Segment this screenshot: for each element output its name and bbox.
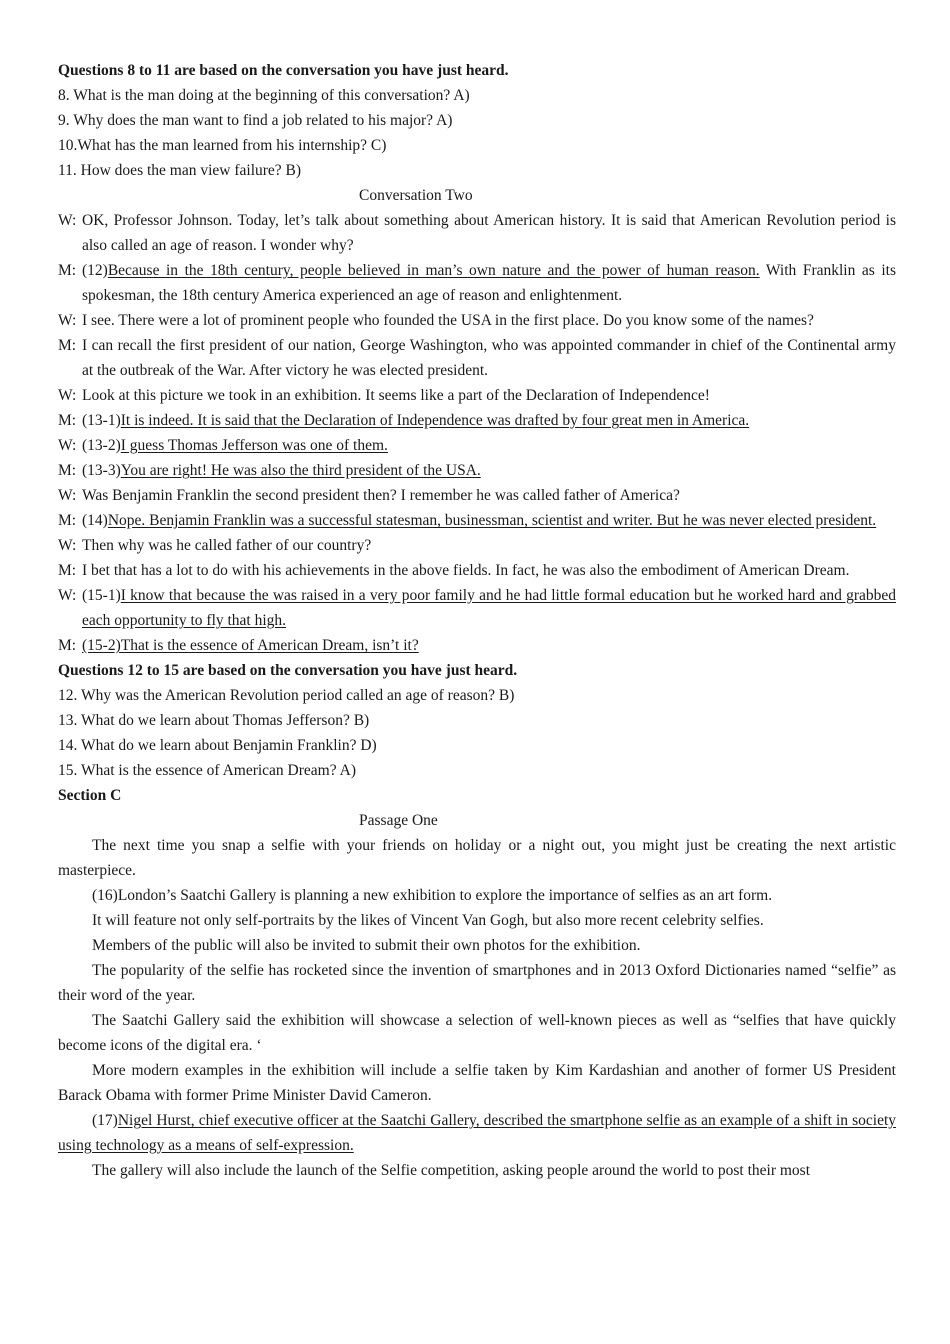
conversation-dialogue <box>58 208 896 658</box>
passage-paragraph <box>58 958 896 1008</box>
speaker-label: M: <box>58 462 77 479</box>
question-15: 15. What is the essence of American Dream? A) <box>58 762 356 779</box>
dialogue-line <box>58 383 896 408</box>
passage-paragraph <box>58 883 896 908</box>
dialogue-underlined: Because in the 18th century, people believed in man’s own nature and the power of human reason. <box>107 262 760 279</box>
dialogue-line <box>58 583 896 633</box>
dialogue-line <box>58 308 896 333</box>
dialogue-line <box>58 258 896 308</box>
questions-12-15-heading: Questions 12 to 15 are based on the conversation you have just heard. <box>58 662 518 679</box>
paragraph-text: It will feature not only self-portraits by the likes of Vincent Van Gogh, but also more recent celebrity selfies. <box>92 912 764 929</box>
passage-title: Passage One <box>359 812 438 829</box>
questions-8-11-heading: Questions 8 to 11 are based on the conversation you have just heard. <box>58 62 509 79</box>
conversation-title: Conversation Two <box>359 187 473 204</box>
dialogue-line <box>58 333 896 383</box>
speaker-label: M: <box>58 262 77 279</box>
speaker-label: M: <box>58 562 77 579</box>
dialogue-prefix: (13-3) <box>82 462 121 479</box>
paragraph-text: The popularity of the selfie has rocketed since the invention of smartphones and in 2013 Oxford Dictionaries named “selfie” as their word of the year. <box>58 962 896 1004</box>
dialogue-line <box>58 558 896 583</box>
paragraph-text: The gallery will also include the launch of the Selfie competition, asking people around the world to post their most <box>92 1162 810 1179</box>
dialogue-text: Was Benjamin Franklin the second president then? I remember he was called father of America? <box>82 487 680 504</box>
dialogue-prefix: (13-1) <box>82 412 121 429</box>
question-11: 11. How does the man view failure? B) <box>58 162 302 179</box>
speaker-label: M: <box>58 637 77 654</box>
question-10: 10.What has the man learned from his internship? C) <box>58 137 387 154</box>
dialogue-prefix: (12) <box>82 262 108 279</box>
paragraph-text: The next time you snap a selfie with your friends on holiday or a night out, you might just be creating the next artistic masterpiece. <box>58 837 896 879</box>
question-14: 14. What do we learn about Benjamin Franklin? D) <box>58 737 377 754</box>
dialogue-underlined: I know that because the was raised in a very poor family and he had little formal education but he worked hard and grabbed each opportunity to fly that high. <box>82 587 896 629</box>
dialogue-prefix: (13-2) <box>82 437 121 454</box>
section-c-heading: Section C <box>58 787 122 804</box>
dialogue-line <box>58 633 896 658</box>
dialogue-line <box>58 458 896 483</box>
passage-paragraph <box>58 933 896 958</box>
paragraph-text: Members of the public will also be invited to submit their own photos for the exhibition. <box>92 937 641 954</box>
passage-paragraph <box>58 1008 896 1058</box>
speaker-label: W: <box>58 387 77 404</box>
dialogue-underlined: Nope. Benjamin Franklin was a successful statesman, businessman, scientist and writer. But he was never elected president. <box>107 512 877 529</box>
paragraph-underlined: Nigel Hurst, chief executive officer at the Saatchi Gallery, described the smartphone selfie as an example of a shift in society using technology as a means of self-expression. <box>58 1112 896 1154</box>
paragraph-text: The Saatchi Gallery said the exhibition will showcase a selection of well-known pieces as well as “selfies that have quickly become icons of the digital era. ‘ <box>58 1012 896 1054</box>
passage-body <box>58 833 896 1183</box>
dialogue-line <box>58 408 896 433</box>
dialogue-text: Look at this picture we took in an exhibition. It seems like a part of the Declaration of Independence! <box>82 387 710 404</box>
speaker-label: W: <box>58 487 77 504</box>
speaker-label: M: <box>58 512 77 529</box>
dialogue-prefix: (14) <box>82 512 108 529</box>
question-12: 12. Why was the American Revolution period called an age of reason? B) <box>58 687 515 704</box>
passage-paragraph <box>58 908 896 933</box>
dialogue-text: I see. There were a lot of prominent people who founded the USA in the first place. Do you know some of the names? <box>82 312 814 329</box>
dialogue-text: I can recall the first president of our nation, George Washington, who was appointed commander in chief of the Continental army at the outbreak of the War. After victory he was elected president. <box>82 337 896 379</box>
question-8: 8. What is the man doing at the beginning of this conversation? A) <box>58 87 470 104</box>
dialogue-line <box>58 508 896 533</box>
passage-paragraph <box>58 1058 896 1108</box>
dialogue-text: Then why was he called father of our country? <box>82 537 372 554</box>
dialogue-text: OK, Professor Johnson. Today, let’s talk about something about American history. It is said that American Revolution period is also called an age of reason. I wonder why? <box>82 212 896 254</box>
question-9: 9. Why does the man want to find a job related to his major? A) <box>58 112 453 129</box>
paragraph-text: More modern examples in the exhibition will include a selfie taken by Kim Kardashian and another of former US President Barack Obama with former Prime Minister David Cameron. <box>58 1062 896 1104</box>
speaker-label: W: <box>58 537 77 554</box>
speaker-label: M: <box>58 337 77 354</box>
dialogue-underlined: (15-2)That is the essence of American Dream, isn’t it? <box>82 637 419 654</box>
dialogue-text: I bet that has a lot to do with his achievements in the above fields. In fact, he was also the embodiment of American Dream. <box>82 562 850 579</box>
dialogue-prefix: (15-1) <box>82 587 121 604</box>
passage-paragraph <box>58 1158 896 1183</box>
speaker-label: W: <box>58 212 77 229</box>
dialogue-line <box>58 208 896 258</box>
dialogue-line <box>58 433 896 458</box>
dialogue-line <box>58 533 896 558</box>
question-13: 13. What do we learn about Thomas Jefferson? B) <box>58 712 370 729</box>
paragraph-text: (16)London’s Saatchi Gallery is planning a new exhibition to explore the importance of selfies as an art form. <box>92 887 773 904</box>
passage-paragraph <box>58 833 896 883</box>
dialogue-underlined: I guess Thomas Jefferson was one of them. <box>120 437 388 454</box>
speaker-label: W: <box>58 587 77 604</box>
speaker-label: W: <box>58 437 77 454</box>
dialogue-text: With Franklin as its spokesman, the 18th century America experienced an age of reason and enlightenment. <box>82 262 896 304</box>
dialogue-line <box>58 483 896 508</box>
speaker-label: W: <box>58 312 77 329</box>
dialogue-underlined: You are right! He was also the third president of the USA. <box>120 462 481 479</box>
speaker-label: M: <box>58 412 77 429</box>
paragraph-prefix: (17) <box>92 1112 118 1129</box>
dialogue-underlined: It is indeed. It is said that the Declaration of Independence was drafted by four great men in America. <box>120 412 750 429</box>
passage-paragraph <box>58 1108 896 1158</box>
